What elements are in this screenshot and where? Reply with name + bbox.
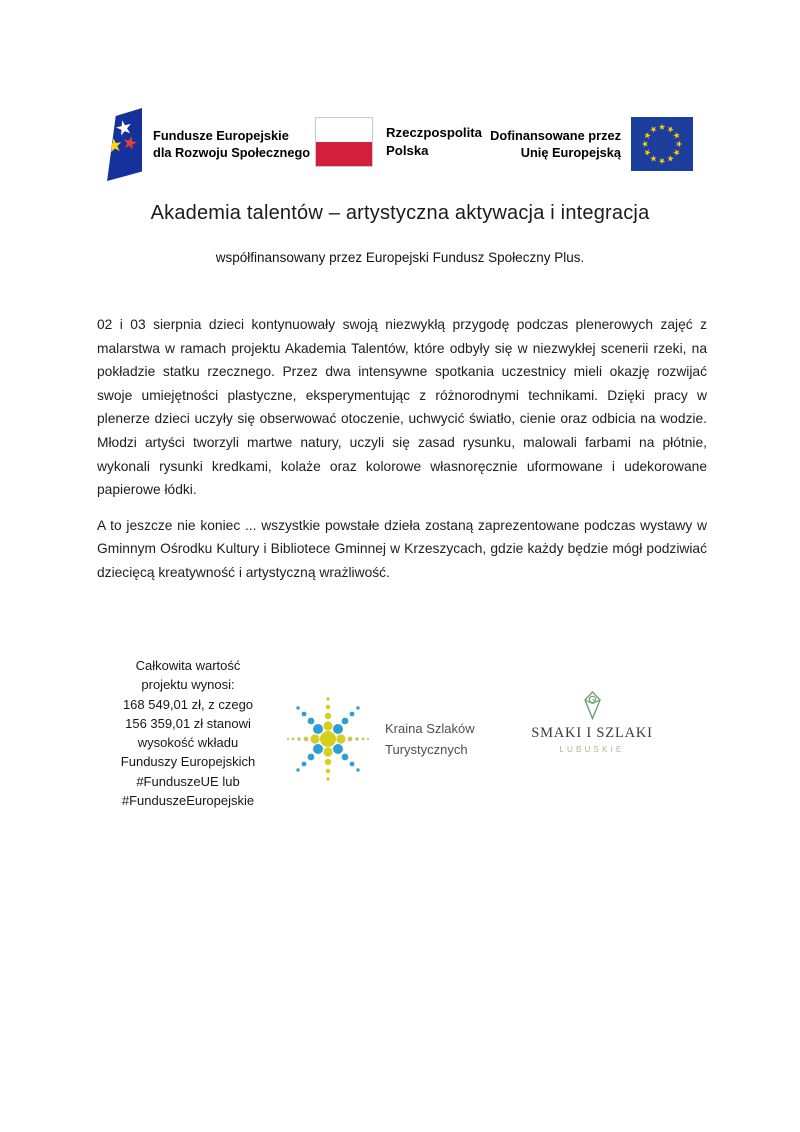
eu-label-line2: Unię Europejską (520, 145, 621, 160)
poland-flag-icon (315, 117, 373, 167)
diamond-icon (579, 690, 606, 721)
smaki-i-szlaki-logo (527, 690, 657, 754)
starburst-icon (284, 688, 378, 790)
kraina-label-line2: Turystycznych (385, 742, 468, 757)
poland-label-line2: Polska (386, 143, 429, 158)
paragraph-2: A to jeszcze nie koniec ... wszystkie powstałe dzieła zostaną zaprezentowane podczas wystawy w Gminnym Ośrodku Kultury i Bibliotece Gminnej w Krzeszycach, gdzie każdy będzie mógł podziwiać dziecięcą kreatywność i artystyczną wrażliwość. (97, 517, 707, 580)
funding-note-line: #FunduszeEuropejskie (121, 793, 255, 809)
page-subtitle: współfinansowany przez Europejski Fundusz Społeczny Plus. (215, 250, 585, 265)
fundusze-europejskie-label (153, 128, 310, 161)
fundusze-europejskie-flag-icon (106, 108, 142, 181)
kraina-szlakow-label (385, 718, 475, 760)
eu-label-line1: Dofinansowane przez (490, 128, 621, 143)
poland-logo (315, 117, 482, 167)
poland-label (386, 124, 482, 160)
funding-note-line: 168 549,01 zł, z czego (122, 696, 254, 712)
fe-label-line1: Fundusze Europejskie (153, 128, 289, 143)
yellow-star-icon (106, 137, 123, 154)
kraina-label-line1: Kraina Szlaków (385, 721, 475, 736)
eu-funding-label (490, 127, 621, 161)
funding-note-line: 156 359,01 zł stanowi (125, 715, 251, 731)
fe-label-line2: dla Rozwoju Społecznego (153, 144, 311, 160)
poland-label-line1: Rzeczpospolita (386, 125, 482, 140)
funding-note-line: projektu wynosi: (141, 677, 235, 693)
funding-note-line: #FunduszeUE lub (136, 773, 240, 789)
funding-note (103, 656, 273, 810)
eu-flag-icon (631, 117, 693, 171)
smaki-i-szlaki-subtitle: LUBUSKIE (559, 745, 625, 754)
kraina-szlakow-logo (284, 688, 475, 790)
funding-note-line: Całkowita wartość (135, 658, 241, 673)
fundusze-europejskie-logo (106, 108, 310, 181)
red-star-icon (122, 135, 139, 152)
funding-note-line: Funduszy Europejskich (120, 754, 256, 770)
eu-funding-logo (490, 117, 693, 171)
page-title: Akademia talentów – artystyczna aktywacja i integracja (150, 202, 650, 224)
funding-note-line: wysokość wkładu (137, 735, 239, 751)
paragraph-1: 02 i 03 sierpnia dzieci kontynuowały swoją niezwykłą przygodę podczas plenerowych zajęć z malarstwa w ramach projektu Akademia Talentów, które odbyły się w niezwykłej scenerii rzeki, na pokładzie statku rzecznego. Przez dwa intensywne spotkania uczestnicy mieli okazję rozwijać swoje umiejętności plastyczne, eksperymentując z różnorodnymi technikami. Dzięki pracy w plenerze dzieci uczyły się obserwować otoczenie, uchwycić światło, cienie oraz odbicia na wodzie. Młodzi artyści tworzyli martwe natury, uczyli się zasad rysunku, malowali farbami na płótnie, wykonali rysunki kredkami, kolaże oraz kolorowe własnoręcznie uformowane i udekorowane papierowe łódki. (97, 317, 707, 498)
white-star-icon (114, 118, 133, 137)
smaki-i-szlaki-title: SMAKI I SZLAKI (531, 725, 653, 741)
body-text (97, 313, 707, 585)
